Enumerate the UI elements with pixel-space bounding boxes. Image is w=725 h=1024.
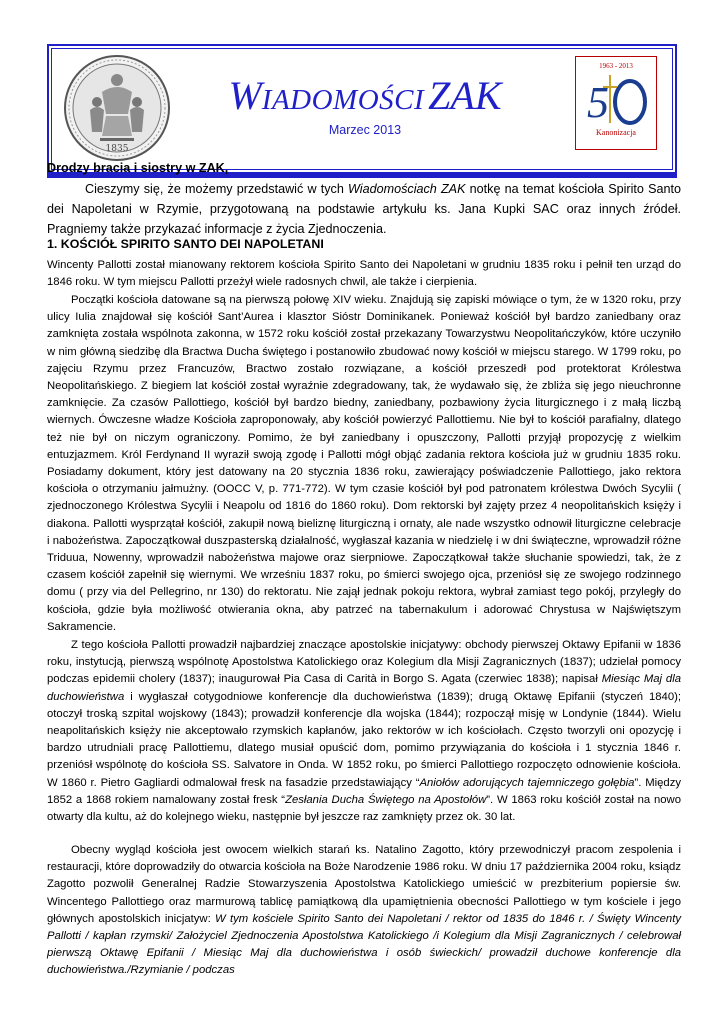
body-paragraph-3: Z tego kościoła Pallotti prowadził najbardziej znaczące apostolskie inicjatywy: obchody pierwszej Oktawy Epifanii w 1836 roku, instytucją, pierwszą wspólnotę Apostolstwa Katolickiego oraz Kolegium dla Misji Zagranicznych (1837); udzielał pomocy podczas epidemii cholery (1837); inaugurował Pia Casa di Carità in Borgo S. Agata (czerwiec 1838); napisał Miesiąc Maj dla duchowieństwa i wygłaszał cotygodniowe konferencje dla duchowieństwa (1839); drugą Oktawę Epifanii (styczeń 1840); otoczył troską szpital wojskowy (1843); prowadził konferencje dla wojska (1844); rozpoczął misję w Londynie (1844). Wielu neapolitańskich księży nie akceptowało rzymskich kapłanów, jako rektorów w ich kościołach. Często tworzyli oni opozycję i bardzo utrudniali pracę Pallottiemu, dlatego musiał opuścić dom, pomimo przywiązania do kościoła i 1 stycznia 1846 r. przeniósł wspólnotę do kościoła SS. Salvatore in Onda. W 1852 roku, po śmierci Pallottiego rozpoczęto odnowienie kościoła. W 1860 r. Pietro Gagliardi odmalował fresk na fasadzie przedstawiający “Aniołów adorujących tajemniczego gołębia”. Między 1852 a 1868 rokiem namalowany został fresk “Zesłania Ducha Świętego na Apostołów”. W 1863 roku kościół został na nowo otwarty dla kultu, aż do kolejnego wieku, następnie był jeszcze raz zamknięty przez ok. 30 lat. bbox=[47, 639, 681, 824]
anniversary-logo bbox=[575, 56, 657, 150]
seal-emblem bbox=[62, 52, 172, 164]
seal-year: 1835 bbox=[105, 144, 129, 154]
logo-years: 1963 - 2013 bbox=[599, 62, 633, 70]
body-paragraph-4: Obecny wygląd kościoła jest owocem wielkich starań ks. Natalino Zagotto, który przewodniczył pracom zespolenia i restauracji, które doprowadziły do otwarcia kościoła na Boże Narodzenie 1986 roku. W dniu 17 października 2004 roku, ksiądz Zagotto pozwolił Generalnej Radzie Stowarzyszenia Apostolstwa Katolickiego umieścić w prezbiterium popiersie św. Wincentego Pallottiego oraz marmurową tablicę pamiątkową dla upamiętnienia obecności Pallottiego w tym kościele i jego głównych apostolskich inicjatyw: W tym kościele Spirito Santo dei Napoletani / rektor od 1835 do 1846 r. / Święty Wincenty Pallotti / kapłan rzymski/ Założyciel Zjednoczenia Apostolstwa Katolickiego /i Kolegium dla Misji Zagranicznych / celebrował pierwszą Oktawę Epifanii / Miesiąc Maj dla duchowieństwa i osób świeckich/ prowadził duchowe konferencje dla duchowieństwa./Rzymianie / podczas bbox=[47, 844, 681, 977]
body-paragraph-2: Początki kościoła datowane są na pierwszą połowę XIV wieku. Znajdują się zapiski mówiące o tym, że w 1320 roku, przy ulicy Iulia znajdował się kościół Sant’Aurea i klasztor Sióstr Dominikanek. Ponieważ kościół był bardzo zaniedbany oraz zamknięta została wspólnota zakonna, w 1572 roku kościół został przekazany Towarzystwu Neopolitańczyków, które uczyniło w nim główną siedzibę dla Bractwa Ducha świętego i postanowiło zbudować nowy kościół w miejscu starego. W 1799 roku, po zajęciu Rzymu przez Francuzów, Bractwo zostało rozwiązane, a kościół przeszedł pod protektorat Królestwa Neopolitańskiego. Z biegiem lat kościół został wyraźnie zdegradowany, tak, że wydawało się, że zbliża się jego nieuchronne zamknięcie. Za czasów Pallottiego, kościół był bardzo biedny, zaniedbany, pozbawiony życia liturgicznego i z małą liczbą wiernych. Ówczesne władze Kościoła zaproponowały, aby kościół powierzyć Pallottiemu. Nie był to kościół parafialny, dlatego też nie był on niczym ograniczony. Pomimo, że był zaniedbany i opuszczony, Pallotti przyjął propozycję z wielkim entuzjazmem. Król Ferdynand II wyraził swoją zgodę i Pallotti mógł objąć zadania rektora kościoła już w grudniu 1835 roku. Posiadamy dokument, który jest datowany na 20 stycznia 1836 roku, zawierający poświadczenie Pallottiego, jako rektora kościoła o otrzymaniu jałmużny. (OOCC V, p. 771-772). W tym czasie kościół był pod patronatem królestwa Dwóch Sycylii ( zjednoczonego Królestwa Sycylii i Neapolu od 1816 do 1860 roku). Dom rektorski był zajęty przez 4 neopolitańskich księży i diakona. Pallotti wysprzątał kościół, zakupił nową bieliznę liturgiczną i ornaty, ale nade wszystko odnowił liturgiczne celebracje i nabożeństwa. Zapoczątkował duszpasterską działalność, wygłaszał kazania w niedzielę i w dni świąteczne, wprowadził różne Triduua, Nowenny, wprowadził nabożeństwa majowe oraz sierpniowe. Zapoczątkował także słuchanie spowiedzi, tak, że z czasem kościół zapełnił się wiernymi. We wrześniu 1837 roku, po śmierci swojego ojca, przeniósł się ze swojego rodzinnego domu ( przy via del Pellegrino, nr 130) do rektoratu. Nie zajął jednak pokoju rektora, wybrał zamiast tego pokój, przyległy do kościoła, gdzie była możliwość otwierania okna, aby patrzeć na tabernakulum i adorować Chrystusa w Najświętszym Sakramencie. bbox=[47, 294, 681, 633]
section-heading: 1. KOŚCIÓŁ SPIRITO SANTO DEI NAPOLETANI bbox=[47, 237, 324, 251]
newsletter-title: WIADOMOŚCI ZAK bbox=[228, 73, 502, 118]
logo-caption: Kanonizacja bbox=[596, 128, 636, 137]
intro-paragraph: Cieszymy się, że możemy przedstawić w tych Wiadomościach ZAK notkę na temat kościoła Spirito Santo dei Napoletani w Rzymie, przygotowaną na podstawie artykułu ks. Jana Kupki SAC oraz innych źródeł. Pragniemy także przykazać informacje z życia Zjednoczenia. bbox=[47, 182, 681, 236]
issue-date: Marzec 2013 bbox=[328, 123, 402, 137]
body-paragraph-1: Wincenty Pallotti został mianowany rektorem kościoła Spirito Santo dei Napoletani w grudniu 1835 roku i pełnił ten urząd do 1846 roku. W tym miejscu Pallotti przeżył wiele radosnych chwil, ale także i cierpienia. bbox=[47, 259, 681, 289]
svg-text:5: 5 bbox=[587, 78, 609, 127]
greeting: Drodzy bracia i siostry w ZAK, bbox=[47, 161, 229, 175]
